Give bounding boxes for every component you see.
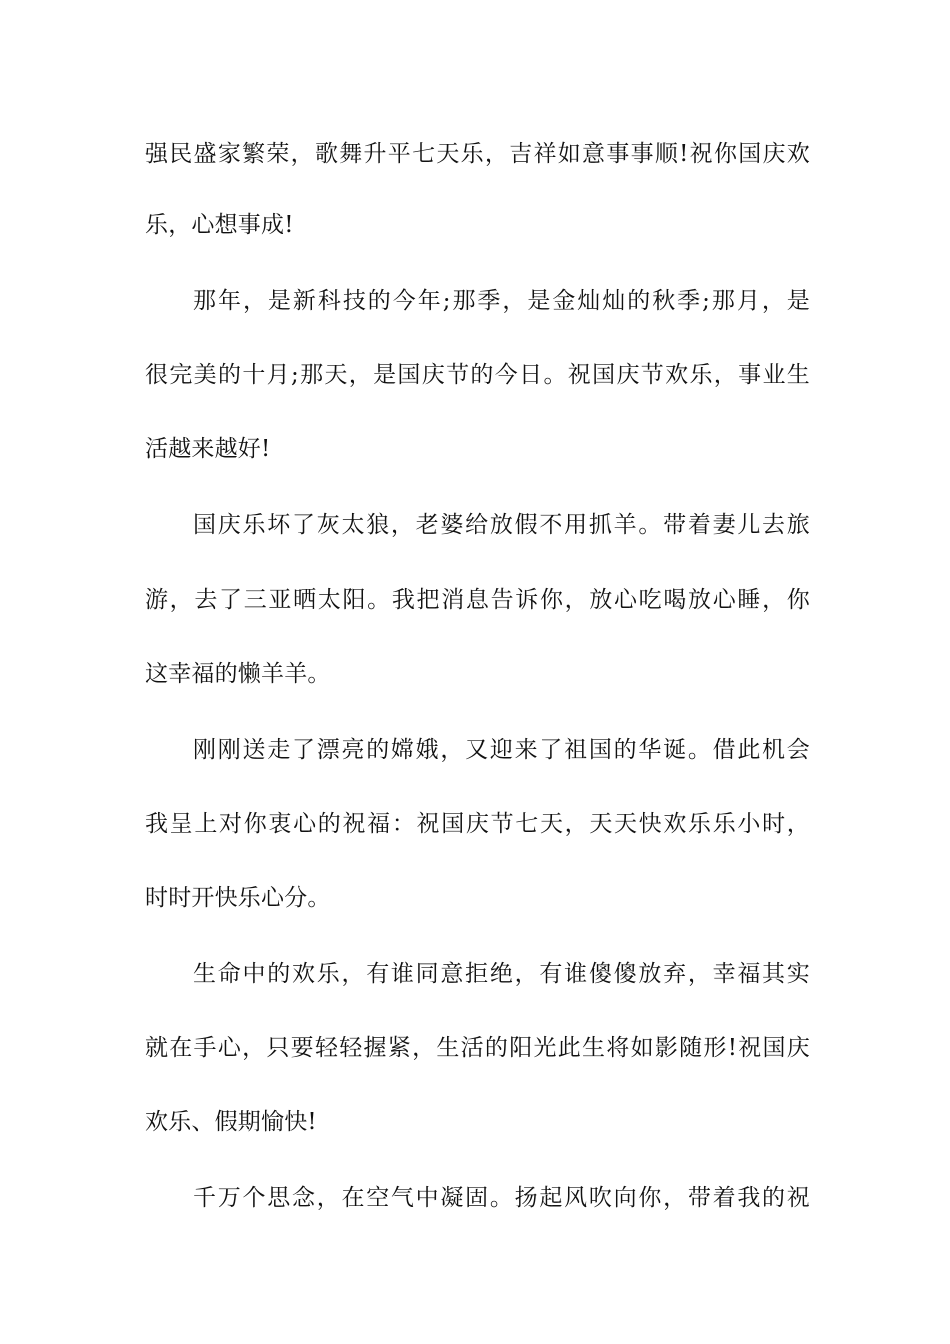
text-line: 就在手心，只要轻轻握紧，生活的阳光此生将如影随形!祝国庆 [145, 1035, 810, 1061]
text-line: 乐，心想事成! [145, 212, 294, 238]
text-line: 我呈上对你衷心的祝福：祝国庆节七天，天天快欢乐乐小时， [145, 811, 810, 837]
text-line: 游，去了三亚晒太阳。我把消息告诉你，放心吃喝放心睡，你 [145, 587, 810, 613]
text-line: 很完美的十月;那天，是国庆节的今日。祝国庆节欢乐，事业生 [145, 362, 810, 388]
text-line: 强民盛家繁荣，歌舞升平七天乐，吉祥如意事事顺!祝你国庆欢 [145, 141, 810, 167]
text-line: 欢乐、假期愉快! [145, 1109, 317, 1135]
text-line: 时时开快乐心分。 [145, 885, 331, 911]
paragraph-first-line: 国庆乐坏了灰太狼，老婆给放假不用抓羊。带着妻儿去旅 [193, 512, 810, 538]
paragraph-first-line: 千万个思念，在空气中凝固。扬起风吹向你，带着我的祝 [193, 1185, 810, 1211]
paragraph-first-line: 生命中的欢乐，有谁同意拒绝，有谁傻傻放弃，幸福其实 [193, 961, 810, 987]
paragraph-first-line: 刚刚送走了漂亮的嫦娥，又迎来了祖国的华诞。借此机会 [193, 737, 810, 763]
text-line: 这幸福的懒羊羊。 [145, 661, 331, 687]
paragraph-first-line: 那年，是新科技的今年;那季，是金灿灿的秋季;那月，是 [193, 288, 810, 314]
text-line: 活越来越好! [145, 436, 271, 462]
